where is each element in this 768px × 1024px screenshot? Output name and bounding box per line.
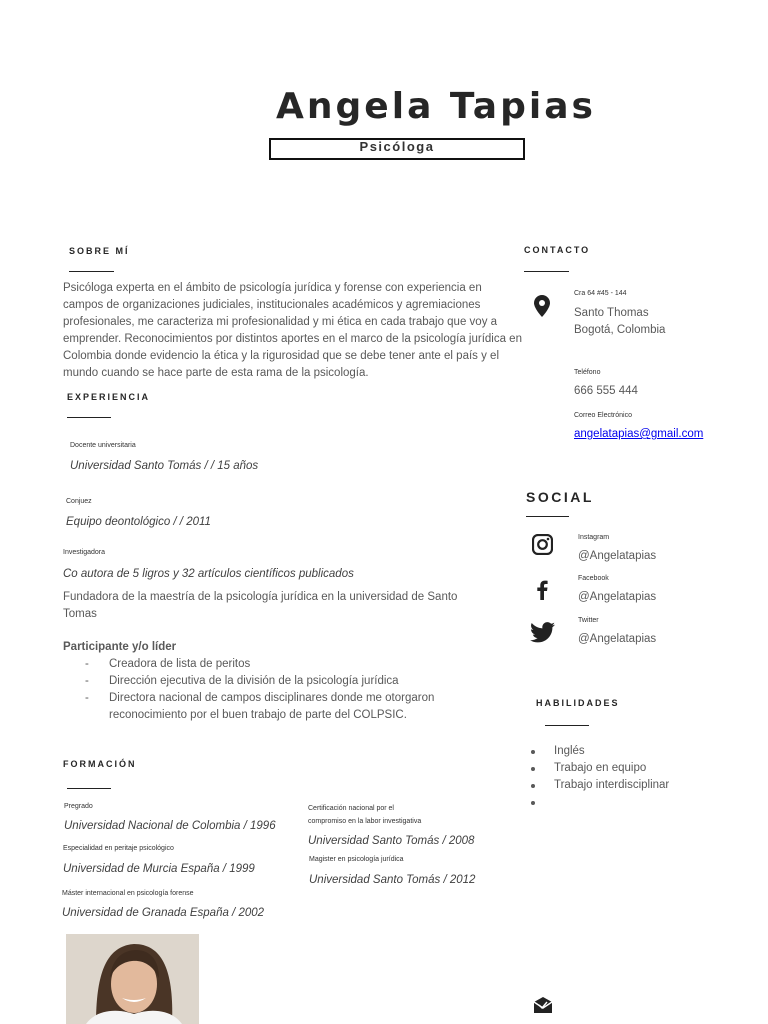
location-pin-icon [534, 295, 550, 322]
list-item: - Creadora de lista de peritos [63, 656, 483, 673]
education-label-5: Magister en psicología jurídica [309, 856, 404, 863]
education-value-4: Universidad Santo Tomás / 2008 [308, 835, 475, 847]
address-label: Cra 64 #45 - 144 [574, 290, 627, 297]
experience-rule [67, 417, 111, 418]
education-rule [67, 788, 111, 789]
experience-role-3: Investigadora [63, 549, 106, 556]
address-line1: Santo Thomas [574, 307, 649, 319]
contact-rule [524, 271, 569, 272]
list-item: Trabajo en equipo [528, 760, 748, 777]
list-item: - Directora nacional de campos disciplinares donde me otorgaron reconocimiento por el buen trabajo de parte del COLPSIC. [63, 690, 483, 724]
instagram-label: Instagram [578, 534, 610, 541]
profile-photo [66, 934, 199, 1024]
education-value-1: Universidad Nacional de Colombia / 1996 [64, 820, 276, 832]
contact-heading: CONTACTO [524, 245, 591, 255]
email-label: Correo Electrónico [574, 412, 632, 419]
about-heading: SOBRE MÍ [69, 246, 130, 256]
about-text: Psicóloga experta en el ámbito de psicología jurídica y forense con experiencia en campos de organizaciones judiciales, institucionales académicos y agremiaciones profesionales, me caracteriza mi profesionalidad y mi ética en cada trabajo que voy a emprender. Reconocimientos por distintos aportes en el marco de la psicología jurídica en Colombia donde evidencio la ética y la rigurosidad que se debe tener ante el país y el mundo cuando se hace parte de esta rama de la psicología. [63, 282, 522, 379]
experience-extra: Fundadora de la maestría de la psicología jurídica en la universidad de Santo Tomas [63, 591, 458, 620]
phone-label: Teléfono [574, 369, 601, 376]
social-heading: SOCIAL [526, 489, 594, 505]
list-item: - Dirección ejecutiva de la división de la psicología jurídica [63, 673, 483, 690]
education-label-2: Especialidad en peritaje psicológico [63, 845, 174, 852]
candidate-name: Angela Tapias [276, 86, 596, 127]
phone-value: 666 555 444 [574, 385, 638, 397]
education-value-2: Universidad de Murcia España / 1999 [63, 863, 255, 875]
experience-place-1: Universidad Santo Tomás / / 15 años [70, 460, 259, 472]
facebook-label: Facebook [578, 575, 609, 582]
instagram-handle[interactable]: @Angelatapias [578, 550, 657, 562]
experience-place-3: Co autora de 5 ligros y 32 artículos científicos publicados [63, 568, 354, 580]
instagram-icon[interactable] [532, 534, 553, 560]
twitter-label: Twitter [578, 617, 599, 624]
about-rule [69, 271, 114, 272]
experience-heading: EXPERIENCIA [67, 392, 151, 402]
education-value-3: Universidad de Granada España / 2002 [62, 907, 265, 919]
twitter-icon[interactable] [530, 622, 555, 648]
experience-role-2: Conjuez [66, 498, 92, 505]
facebook-handle[interactable]: @Angelatapias [578, 591, 657, 603]
twitter-handle[interactable]: @Angelatapias [578, 633, 657, 645]
experience-place-2: Equipo deontológico / / 2011 [66, 516, 211, 528]
address-line2: Bogotá, Colombia [574, 324, 666, 336]
skills-heading: HABILIDADES [536, 698, 620, 708]
email-link[interactable]: angelatapias@gmail.com [574, 428, 704, 440]
leader-list [63, 656, 483, 724]
education-label-3: Máster internacional en psicología forense [62, 890, 194, 897]
list-item: Trabajo interdisciplinar [528, 777, 748, 794]
job-title: Psicóloga [269, 138, 525, 160]
mail-icon [533, 996, 553, 1019]
leader-heading: Participante y/o líder [63, 641, 177, 653]
education-label-4b: compromiso en la labor investigativa [308, 818, 422, 825]
social-rule [526, 516, 569, 517]
skills-list [528, 743, 748, 811]
facebook-icon[interactable] [537, 580, 548, 605]
experience-role-1: Docente universitaria [70, 442, 136, 449]
education-label-4a: Certificación nacional por el [308, 805, 394, 812]
education-value-5: Universidad Santo Tomás / 2012 [309, 874, 476, 886]
list-item [528, 794, 748, 811]
list-item: Inglés [528, 743, 748, 760]
education-heading: FORMACIÓN [63, 759, 137, 769]
education-label-1: Pregrado [64, 803, 93, 810]
skills-rule [545, 725, 589, 726]
